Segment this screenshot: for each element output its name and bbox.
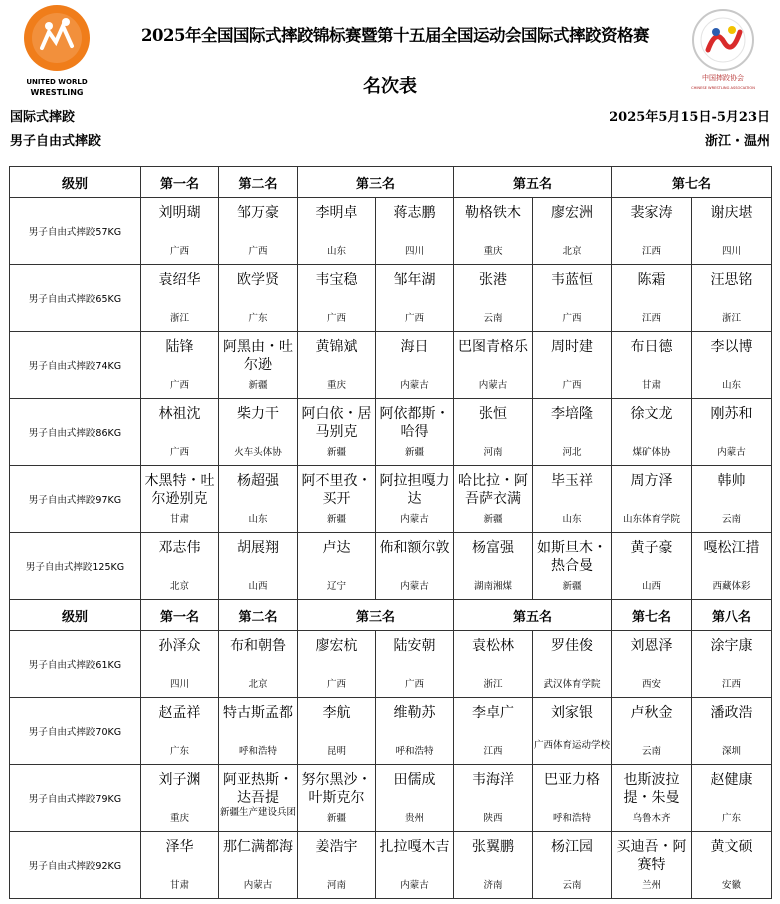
athlete-region: 山西 [642, 581, 662, 592]
athlete-region: 内蒙古 [400, 514, 429, 525]
weight-class-cell: 男子自由式摔跤86KG [10, 399, 141, 466]
athlete-name: 胡展翔 [237, 540, 279, 556]
athlete-region: 广东 [248, 313, 268, 324]
athlete-name: 李卓广 [472, 705, 515, 721]
athlete-region: 四川 [169, 679, 189, 690]
athlete-cell [533, 399, 612, 466]
athlete-cell [454, 198, 533, 265]
athlete-region: 北京 [562, 246, 582, 257]
athlete-region: 新疆 [326, 514, 346, 525]
svg-text:中国摔跤协会: 中国摔跤协会 [702, 74, 744, 82]
athlete-cell [612, 466, 692, 533]
athlete-region: 山东 [326, 246, 346, 257]
athlete-name: 杨江园 [551, 839, 594, 855]
athlete-region: 广西 [169, 246, 189, 257]
athlete-cell [454, 332, 533, 399]
athlete-cell [376, 265, 454, 332]
athlete-cell [298, 765, 376, 832]
athlete-region: 济南 [483, 880, 503, 891]
athlete-cell [376, 198, 454, 265]
ranking-table [9, 166, 772, 899]
date-range: 2025年5月15日-5月23日 [609, 110, 770, 125]
athlete-cell [219, 265, 298, 332]
athlete-region: 广西 [169, 447, 189, 458]
header-second: 第二名 [219, 167, 298, 198]
athlete-name: 韦海洋 [472, 772, 515, 788]
athlete-name: 李培隆 [551, 406, 594, 422]
athlete-region: 河南 [326, 880, 346, 891]
athlete-region: 北京 [169, 581, 189, 592]
athlete-name: 邓志伟 [158, 540, 201, 556]
athlete-name: 赵孟祥 [158, 705, 201, 721]
athlete-region: 新疆 [248, 380, 268, 391]
athlete-name: 姜浩宇 [315, 839, 358, 855]
athlete-cell [692, 198, 772, 265]
athlete-cell [219, 466, 298, 533]
weight-class-cell: 男子自由式摔跤57KG [10, 198, 141, 265]
athlete-cell [692, 832, 772, 899]
athlete-name: 木黑特・吐尔逊别克 [144, 473, 215, 507]
athlete-region: 广西 [405, 679, 425, 690]
athlete-cell [612, 832, 692, 899]
athlete-name: 张港 [479, 272, 508, 288]
athlete-name: 赵健康 [710, 772, 753, 788]
header-fifth: 第五名 [454, 167, 612, 198]
athlete-name: 周方泽 [630, 473, 673, 489]
athlete-cell [692, 265, 772, 332]
athlete-region: 广东 [169, 746, 189, 757]
athlete-region: 贵州 [405, 813, 425, 824]
athlete-name: 卢达 [322, 540, 351, 556]
athlete-name: 谢庆堪 [710, 205, 753, 221]
athlete-region: 辽宁 [326, 581, 346, 592]
athlete-name: 阿亚热斯・达吾提 [223, 772, 293, 806]
athlete-cell [454, 466, 533, 533]
athlete-region: 云南 [562, 880, 582, 891]
athlete-region: 新疆 [326, 813, 346, 824]
athlete-name: 泽华 [165, 839, 194, 855]
table-row [10, 631, 772, 698]
athlete-name: 袁松林 [472, 638, 515, 654]
athlete-cell [612, 698, 692, 765]
header-first: 第一名 [141, 167, 219, 198]
athlete-region: 广西 [248, 246, 268, 257]
athlete-cell [692, 698, 772, 765]
athlete-cell [533, 698, 612, 765]
athlete-name: 蒋志鹏 [393, 205, 436, 221]
athlete-cell [533, 765, 612, 832]
athlete-name: 黄文硕 [710, 839, 753, 855]
athlete-name: 勒格铁木 [465, 205, 522, 221]
athlete-name: 韦蓝恒 [551, 272, 594, 288]
athlete-region: 云南 [483, 313, 503, 324]
athlete-name: 黄子豪 [630, 540, 673, 556]
athlete-name: 哈比拉・阿吾萨衣满 [458, 473, 529, 507]
table1-header-row [10, 167, 772, 198]
athlete-cell [376, 332, 454, 399]
athlete-region: 广西 [326, 679, 346, 690]
athlete-region: 呼和浩特 [553, 813, 592, 824]
athlete-region: 浙江 [483, 679, 503, 690]
athlete-name: 刘子渊 [158, 772, 201, 788]
athlete-cell [141, 466, 219, 533]
athlete-region: 山东 [248, 514, 268, 525]
athlete-name: 刘明瑚 [158, 205, 201, 221]
athlete-cell [141, 832, 219, 899]
athlete-region: 广东 [722, 813, 742, 824]
athlete-name: 张翼鹏 [472, 839, 515, 855]
athlete-cell [533, 631, 612, 698]
weight-class-cell: 男子自由式摔跤74KG [10, 332, 141, 399]
athlete-region: 内蒙古 [400, 880, 429, 891]
athlete-cell [298, 466, 376, 533]
athlete-cell [141, 265, 219, 332]
athlete-region: 新疆 [562, 581, 582, 592]
weight-class-cell: 男子自由式摔跤79KG [10, 765, 141, 832]
athlete-cell [298, 533, 376, 600]
athlete-cell [141, 332, 219, 399]
athlete-region: 四川 [405, 246, 425, 257]
athlete-name: 刘家银 [551, 705, 594, 721]
athlete-name: 裴家涛 [630, 205, 673, 221]
athlete-region: 内蒙古 [400, 581, 429, 592]
athlete-cell [219, 533, 298, 600]
athlete-cell [141, 533, 219, 600]
athlete-cell [376, 399, 454, 466]
athlete-name: 韩帅 [717, 473, 746, 489]
athlete-region: 新疆 [326, 447, 346, 458]
header-weight-class: 级别 [10, 167, 141, 198]
header-first: 第一名 [141, 600, 219, 631]
page-title: 2025年全国国际式摔跤锦标赛暨第十五届全国运动会国际式摔跤资格赛 [141, 26, 649, 45]
athlete-region: 广西 [169, 380, 189, 391]
athlete-region: 深圳 [722, 746, 742, 757]
table-row [10, 399, 772, 466]
athlete-name: 欧学贤 [237, 272, 279, 288]
athlete-cell [454, 832, 533, 899]
table-row [10, 198, 772, 265]
athlete-region: 广西 [405, 313, 425, 324]
athlete-cell [376, 698, 454, 765]
athlete-name: 廖宏洲 [551, 205, 594, 221]
athlete-name: 那仁满都海 [223, 839, 293, 855]
athlete-region: 新疆 [483, 514, 503, 525]
table-row [10, 533, 772, 600]
athlete-region: 广西 [562, 313, 582, 324]
athlete-name: 廖宏杭 [315, 638, 358, 654]
event-label: 男子自由式摔跤 [10, 134, 102, 149]
weight-class-cell: 男子自由式摔跤65KG [10, 265, 141, 332]
athlete-name: 涂宇康 [710, 638, 753, 654]
athlete-cell [533, 466, 612, 533]
header-weight-class: 级别 [10, 600, 141, 631]
athlete-cell [692, 332, 772, 399]
athlete-name: 佈和额尔敦 [379, 540, 450, 556]
table-row [10, 765, 772, 832]
weight-class-cell: 男子自由式摔跤125KG [10, 533, 141, 600]
sport-label: 国际式摔跤 [10, 110, 76, 125]
athlete-name: 周时建 [551, 339, 594, 355]
athlete-region: 广西 [326, 313, 346, 324]
athlete-region: 广西 [562, 380, 582, 391]
athlete-name: 徐文龙 [630, 406, 673, 422]
header-seventh: 第七名 [612, 600, 692, 631]
weight-class-cell: 男子自由式摔跤97KG [10, 466, 141, 533]
athlete-cell [612, 399, 692, 466]
athlete-name: 李以博 [710, 339, 753, 355]
athlete-region: 广西体育运动学校 [534, 740, 611, 751]
header-third: 第三名 [298, 600, 454, 631]
athlete-cell [692, 765, 772, 832]
athlete-region: 安徽 [722, 880, 742, 891]
athlete-name: 罗佳俊 [551, 638, 594, 654]
table-row [10, 832, 772, 899]
athlete-cell [692, 631, 772, 698]
athlete-region: 内蒙古 [478, 380, 508, 391]
weight-class-cell: 男子自由式摔跤92KG [10, 832, 141, 899]
athlete-cell [141, 631, 219, 698]
athlete-name: 努尔黑沙・叶斯克尔 [301, 772, 372, 806]
athlete-cell [612, 265, 692, 332]
athlete-name: 如斯旦木・热合曼 [537, 540, 608, 574]
athlete-name: 韦宝稳 [315, 272, 358, 288]
athlete-name: 布日德 [630, 339, 673, 355]
athlete-region: 江西 [722, 679, 742, 690]
athlete-region: 山东体育学院 [623, 514, 681, 525]
athlete-region: 呼和浩特 [395, 746, 434, 757]
athlete-cell [533, 198, 612, 265]
athlete-cell [298, 198, 376, 265]
athlete-cell [219, 832, 298, 899]
athlete-name: 袁绍华 [158, 272, 201, 288]
athlete-name: 邹年湖 [393, 272, 436, 288]
athlete-cell [376, 832, 454, 899]
athlete-region: 兰州 [642, 880, 662, 891]
athlete-name: 张恒 [479, 406, 508, 422]
header-eighth: 第八名 [692, 600, 772, 631]
athlete-region: 浙江 [169, 313, 189, 324]
athlete-region: 山东 [562, 514, 582, 525]
athlete-cell [219, 765, 298, 832]
athlete-name: 毕玉祥 [551, 473, 594, 489]
athlete-region: 四川 [722, 246, 742, 257]
athlete-region: 云南 [642, 746, 662, 757]
athlete-cell [376, 631, 454, 698]
svg-text:CHINESE WRESTLING ASSOCIATION: CHINESE WRESTLING ASSOCIATION [691, 86, 755, 90]
athlete-region: 河北 [562, 447, 582, 458]
athlete-cell [533, 832, 612, 899]
athlete-cell [141, 198, 219, 265]
athlete-cell [612, 765, 692, 832]
athlete-region: 内蒙古 [243, 880, 273, 891]
athlete-name: 李航 [322, 705, 351, 721]
athlete-cell [376, 466, 454, 533]
athlete-name: 阿黑由・吐尔逊 [223, 339, 293, 373]
athlete-name: 杨富强 [472, 540, 515, 556]
athlete-cell [612, 332, 692, 399]
athlete-name: 杨超强 [237, 473, 279, 489]
athlete-region: 山西 [248, 581, 268, 592]
athlete-region: 武汉体育学院 [543, 679, 601, 690]
athlete-cell [454, 533, 533, 600]
athlete-region: 内蒙古 [400, 380, 429, 391]
athlete-name: 柴力干 [237, 406, 279, 422]
athlete-region: 山东 [722, 380, 742, 391]
athlete-cell [454, 698, 533, 765]
athlete-region: 江西 [642, 246, 662, 257]
athlete-cell [219, 332, 298, 399]
athlete-cell [376, 765, 454, 832]
athlete-region: 重庆 [326, 380, 346, 391]
athlete-cell [533, 332, 612, 399]
athlete-region: 甘肃 [169, 880, 189, 891]
athlete-cell [454, 765, 533, 832]
athlete-name: 卢秋金 [630, 705, 673, 721]
svg-text:WRESTLING: WRESTLING [30, 88, 84, 97]
header-seventh: 第七名 [612, 167, 772, 198]
athlete-cell [219, 698, 298, 765]
table-row [10, 265, 772, 332]
athlete-cell [533, 265, 612, 332]
athlete-name: 阿依都斯・哈得 [379, 406, 450, 440]
athlete-cell [612, 631, 692, 698]
athlete-name: 刘恩泽 [630, 638, 673, 654]
athlete-region: 新疆生产建设兵团 [219, 807, 296, 818]
athlete-name: 阿拉担嘎力达 [379, 473, 450, 507]
athlete-name: 巴亚力格 [544, 772, 601, 788]
athlete-cell [454, 631, 533, 698]
athlete-name: 阿不里孜・买开 [301, 473, 372, 507]
athlete-name: 陆锋 [165, 339, 194, 355]
athlete-region: 江西 [483, 746, 503, 757]
page-subtitle: 名次表 [363, 76, 417, 97]
athlete-region: 云南 [722, 514, 742, 525]
athlete-cell [533, 533, 612, 600]
weight-class-cell: 男子自由式摔跤61KG [10, 631, 141, 698]
athlete-name: 维勒苏 [393, 705, 436, 721]
header-third: 第三名 [298, 167, 454, 198]
svg-text:UNITED WORLD: UNITED WORLD [26, 78, 88, 86]
athlete-region: 内蒙古 [717, 447, 746, 458]
athlete-cell [219, 198, 298, 265]
venue-location: 浙江・温州 [704, 134, 770, 149]
table-row [10, 332, 772, 399]
weight-class-cell: 男子自由式摔跤70KG [10, 698, 141, 765]
athlete-name: 嘎松江措 [703, 540, 760, 556]
athlete-name: 陈霜 [637, 272, 666, 288]
athlete-name: 阿白依・居马别克 [301, 406, 372, 440]
athlete-region: 煤矿体协 [632, 447, 671, 458]
athlete-region: 呼和浩特 [238, 746, 277, 757]
header-second: 第二名 [219, 600, 298, 631]
athlete-cell [298, 399, 376, 466]
athlete-region: 西藏体彩 [712, 581, 751, 592]
athlete-cell [298, 832, 376, 899]
athlete-region: 河南 [483, 447, 503, 458]
athlete-name: 李明卓 [315, 205, 358, 221]
athlete-region: 浙江 [722, 313, 742, 324]
athlete-cell [612, 533, 692, 600]
athlete-cell [692, 466, 772, 533]
athlete-region: 乌鲁木齐 [632, 813, 671, 824]
athlete-name: 黄锦斌 [315, 339, 358, 355]
athlete-cell [298, 631, 376, 698]
athlete-name: 刚苏和 [710, 406, 753, 422]
athlete-region: 昆明 [326, 746, 346, 757]
athlete-region: 西安 [642, 679, 662, 690]
athlete-name: 布和朝鲁 [230, 638, 286, 654]
athlete-name: 海日 [400, 339, 429, 355]
athlete-region: 火车头体协 [234, 447, 282, 458]
athlete-cell [454, 265, 533, 332]
athlete-cell [298, 698, 376, 765]
athlete-region: 北京 [248, 679, 268, 690]
athlete-name: 扎拉嘎木吉 [379, 839, 450, 855]
athlete-region: 甘肃 [642, 380, 662, 391]
athlete-cell [692, 533, 772, 600]
athlete-cell [298, 265, 376, 332]
table-row [10, 698, 772, 765]
athlete-name: 也斯波拉提・朱曼 [623, 772, 680, 806]
athlete-name: 汪思铭 [710, 272, 753, 288]
athlete-cell [219, 399, 298, 466]
athlete-name: 邹万豪 [237, 205, 279, 221]
athlete-cell [141, 399, 219, 466]
athlete-region: 陕西 [483, 813, 503, 824]
athlete-cell [219, 631, 298, 698]
table-row [10, 466, 772, 533]
athlete-region: 重庆 [483, 246, 503, 257]
athlete-cell [298, 332, 376, 399]
header-fifth: 第五名 [454, 600, 612, 631]
table2-header-row [10, 600, 772, 631]
athlete-cell [141, 765, 219, 832]
athlete-cell [376, 533, 454, 600]
athlete-cell [612, 198, 692, 265]
athlete-name: 孙泽众 [158, 638, 201, 654]
athlete-name: 林祖沈 [158, 406, 201, 422]
athlete-cell [692, 399, 772, 466]
athlete-name: 田儒成 [393, 772, 436, 788]
athlete-name: 潘政浩 [710, 705, 753, 721]
athlete-cell [454, 399, 533, 466]
athlete-region: 重庆 [169, 813, 189, 824]
athlete-region: 江西 [642, 313, 662, 324]
athlete-name: 买迪吾・阿赛特 [616, 839, 687, 873]
athlete-region: 新疆 [405, 447, 425, 458]
athlete-cell [141, 698, 219, 765]
athlete-name: 陆安朝 [393, 638, 436, 654]
athlete-region: 湖南湘煤 [474, 581, 513, 592]
athlete-name: 巴图青格乐 [458, 339, 529, 355]
athlete-name: 特古斯孟都 [223, 705, 293, 721]
athlete-region: 甘肃 [169, 514, 189, 525]
